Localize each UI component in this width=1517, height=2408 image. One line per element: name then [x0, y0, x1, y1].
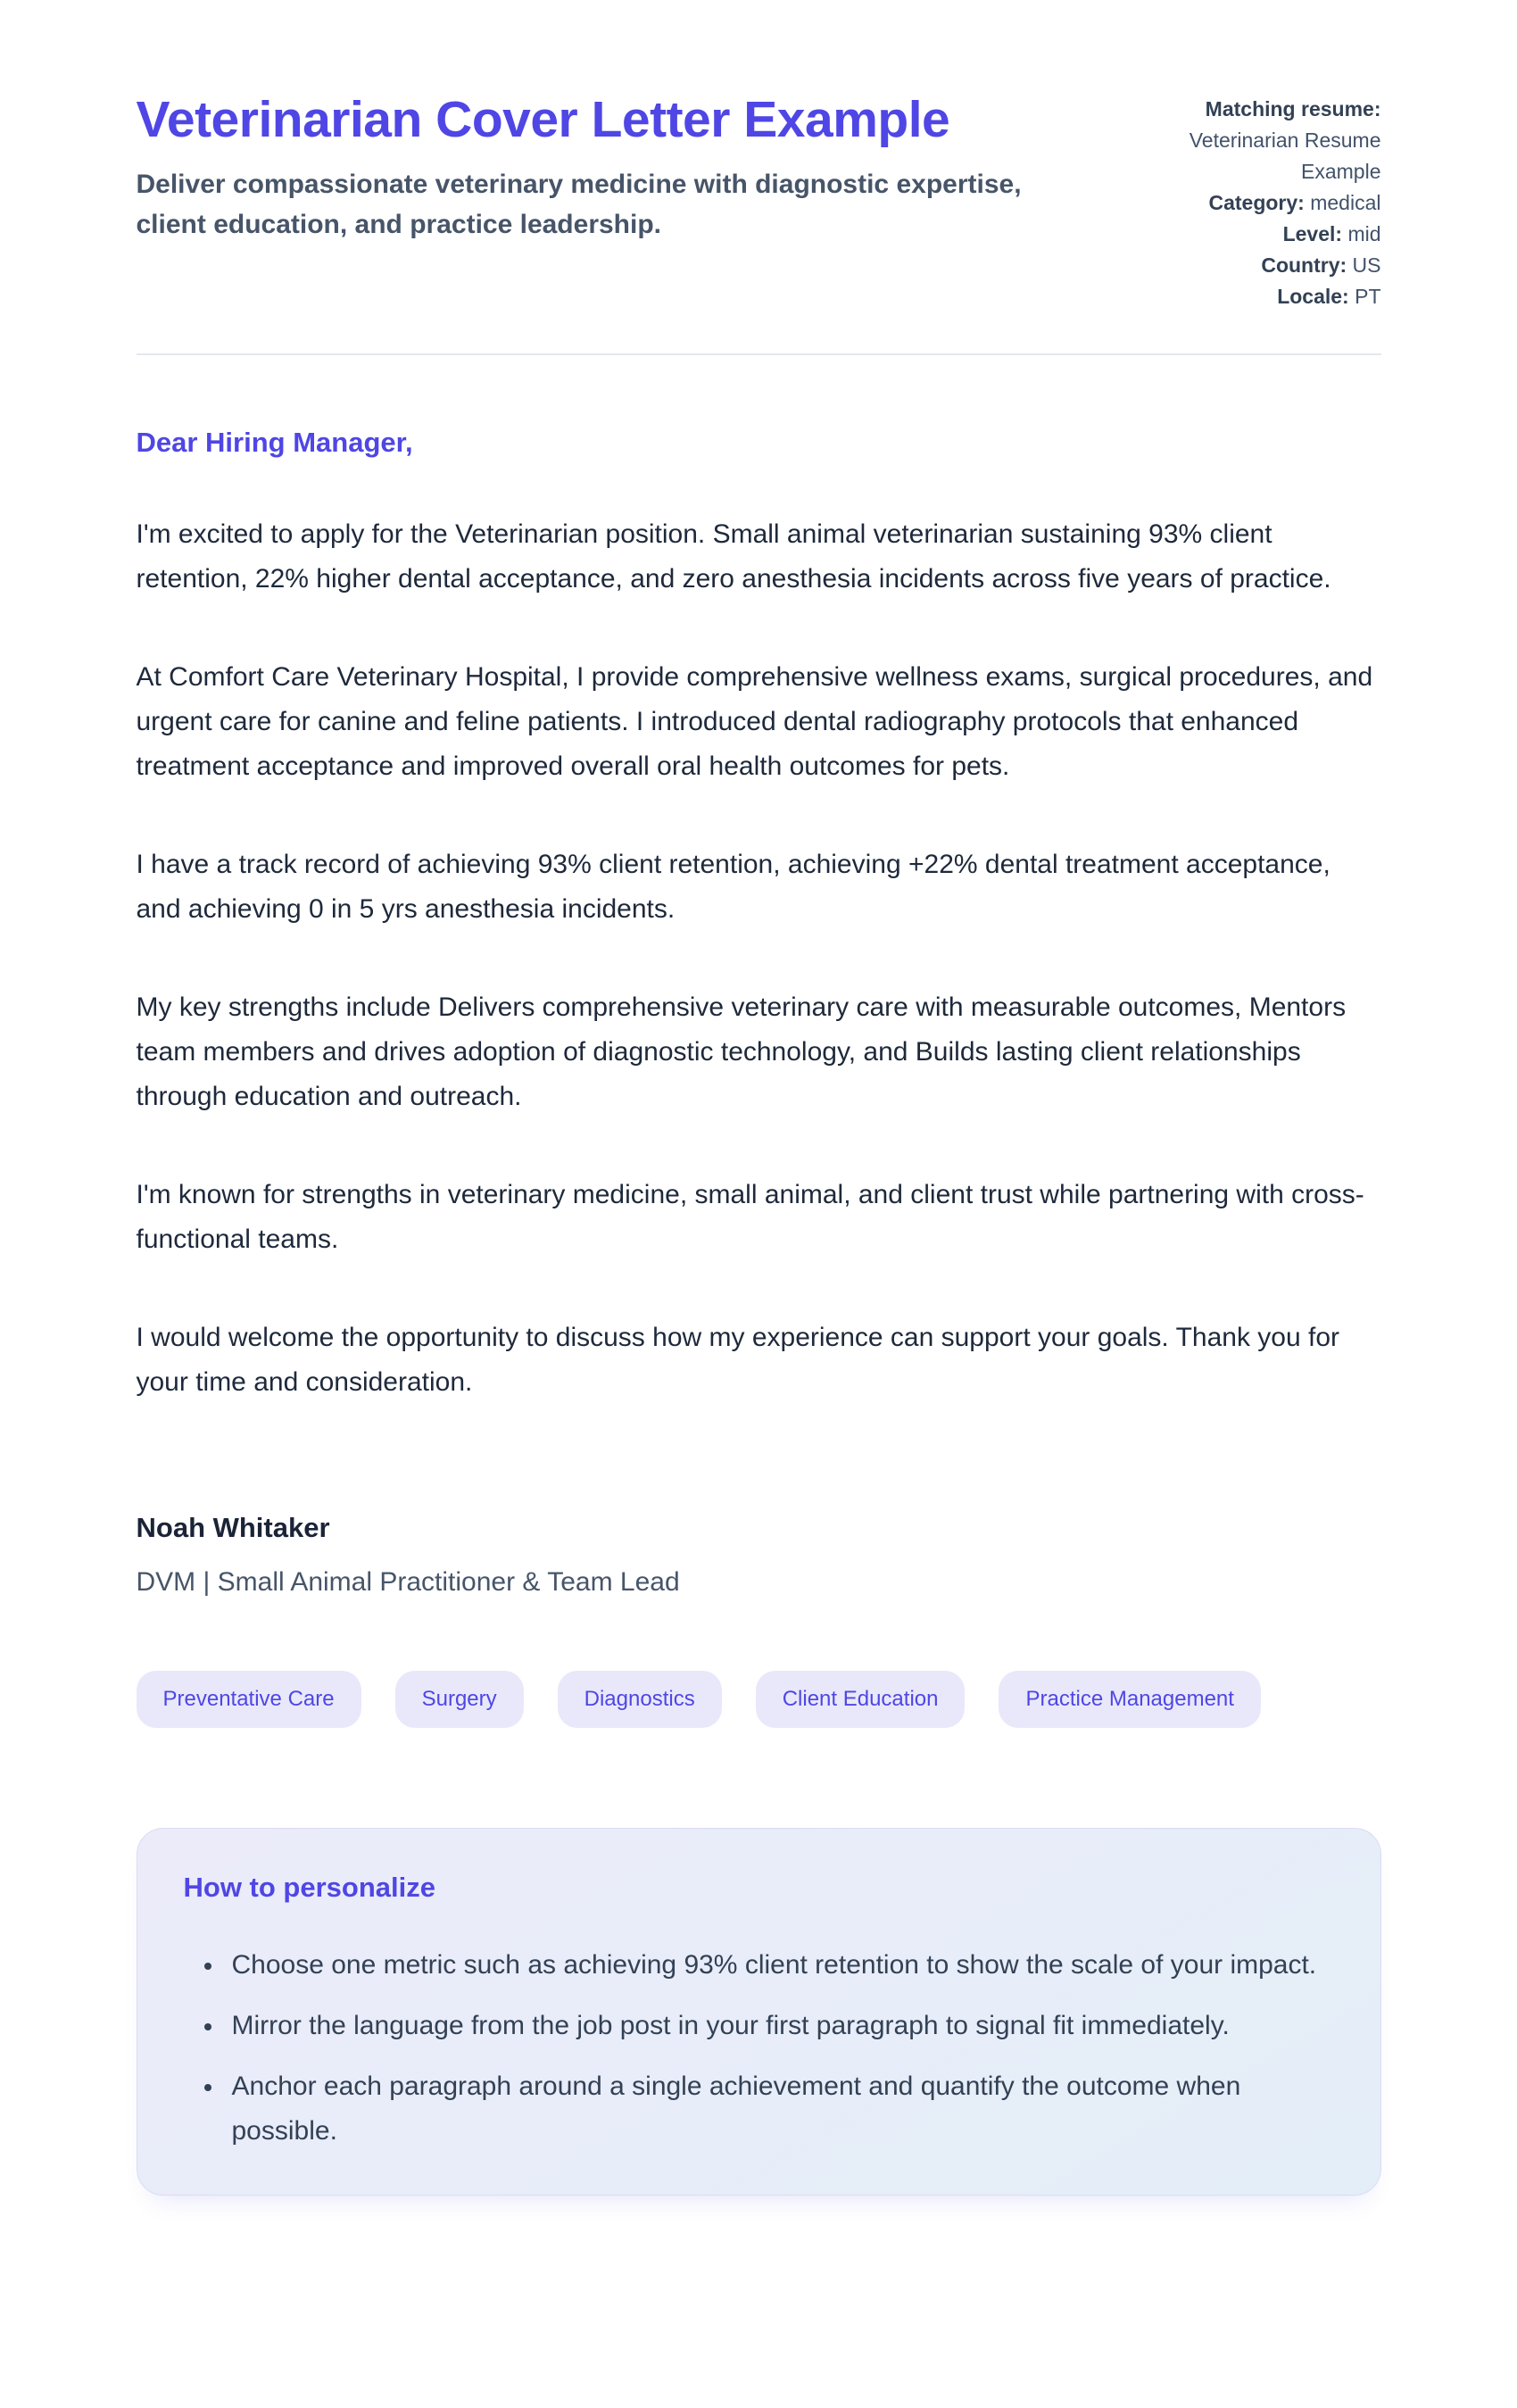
- letter-paragraph: I'm known for strengths in veterinary medicine, small animal, and client trust while partnering with cross-functional teams.: [136, 1179, 1364, 1254]
- meta-value: PT: [1355, 284, 1381, 308]
- letter-paragraph: I would welcome the opportunity to discuss how my experience can support your goals. Thank you for your time and consideration.: [136, 1322, 1339, 1397]
- header: [137, 89, 1381, 312]
- signature-title: DVM | Small Animal Practitioner & Team Lead: [136, 1566, 680, 1597]
- meta-value: mid: [1347, 221, 1381, 245]
- meta-value: Veterinarian Resume Example: [1189, 128, 1381, 183]
- tag-pill-client-education[interactable]: Client Education: [756, 1671, 966, 1728]
- tag-pill-diagnostics[interactable]: Diagnostics: [558, 1671, 722, 1728]
- personalize-bullet: • Anchor each paragraph around a single achievement and quantify the outcome when possible.: [225, 2064, 1334, 2154]
- meta-label: Matching resume:: [1205, 97, 1381, 120]
- tag-pill-practice-management[interactable]: Practice Management: [999, 1671, 1260, 1728]
- tag-list: [137, 1671, 1381, 1728]
- letter-body: [137, 427, 1381, 1598]
- tag-pill-surgery[interactable]: Surgery: [395, 1671, 524, 1728]
- letter-paragraph: At Comfort Care Veterinary Hospital, I provide comprehensive wellness exams, surgical procedures, and urgent care for canine and feline patients. I introduced dental radiography protocols that enhanced treatment acceptance and improved overall oral health outcomes for pets.: [136, 661, 1373, 781]
- personalize-heading: How to personalize: [183, 1871, 435, 1903]
- letter-paragraph: I'm excited to apply for the Veterinarian position. Small animal veterinarian sustaining 93% client retention, 22% higher dental acceptance, and zero anesthesia incidents across five years of practice.: [136, 519, 1331, 594]
- greeting: Dear Hiring Manager,: [136, 426, 413, 458]
- header-divider: [137, 353, 1381, 355]
- personalize-list: [184, 1943, 1334, 2154]
- meta-label: Country:: [1261, 253, 1347, 277]
- personalize-box: [137, 1828, 1381, 2196]
- letter-paragraph: I have a track record of achieving 93% client retention, achieving +22% dental treatment acceptance, and achieving 0 in 5 yrs anesthesia incidents.: [136, 849, 1330, 924]
- personalize-bullet: • Choose one metric such as achieving 93% client retention to show the scale of your impact.: [225, 1943, 1334, 1988]
- page-title: Veterinarian Cover Letter Example: [136, 91, 950, 148]
- resume-meta: [1139, 89, 1381, 312]
- meta-value: medical: [1310, 190, 1381, 214]
- meta-value: US: [1352, 253, 1381, 277]
- meta-row-category: [1139, 187, 1381, 219]
- meta-label: Category:: [1208, 190, 1305, 214]
- meta-label: Level:: [1282, 221, 1343, 245]
- meta-row-country: [1139, 250, 1381, 281]
- signature-name: Noah Whitaker: [136, 1511, 330, 1543]
- meta-label: Locale:: [1277, 284, 1349, 308]
- meta-row-locale: [1139, 281, 1381, 312]
- header-titles: [137, 89, 1038, 245]
- tag-pill-preventative-care[interactable]: Preventative Care: [137, 1671, 361, 1728]
- meta-row-level: [1139, 219, 1381, 250]
- meta-row-matching-resume: [1139, 94, 1381, 187]
- personalize-bullet: • Mirror the language from the job post in your first paragraph to signal fit immediately.: [225, 2004, 1334, 2048]
- letter-paragraph: My key strengths include Delivers comprehensive veterinary care with measurable outcomes, Mentors team members and drives adoption of diagnostic technology, and Builds lasting client relationships through education and outreach.: [136, 992, 1347, 1111]
- page-subtitle: Deliver compassionate veterinary medicine with diagnostic expertise, client education, and practice leadership.: [136, 169, 1022, 239]
- content-column: [137, 0, 1381, 2196]
